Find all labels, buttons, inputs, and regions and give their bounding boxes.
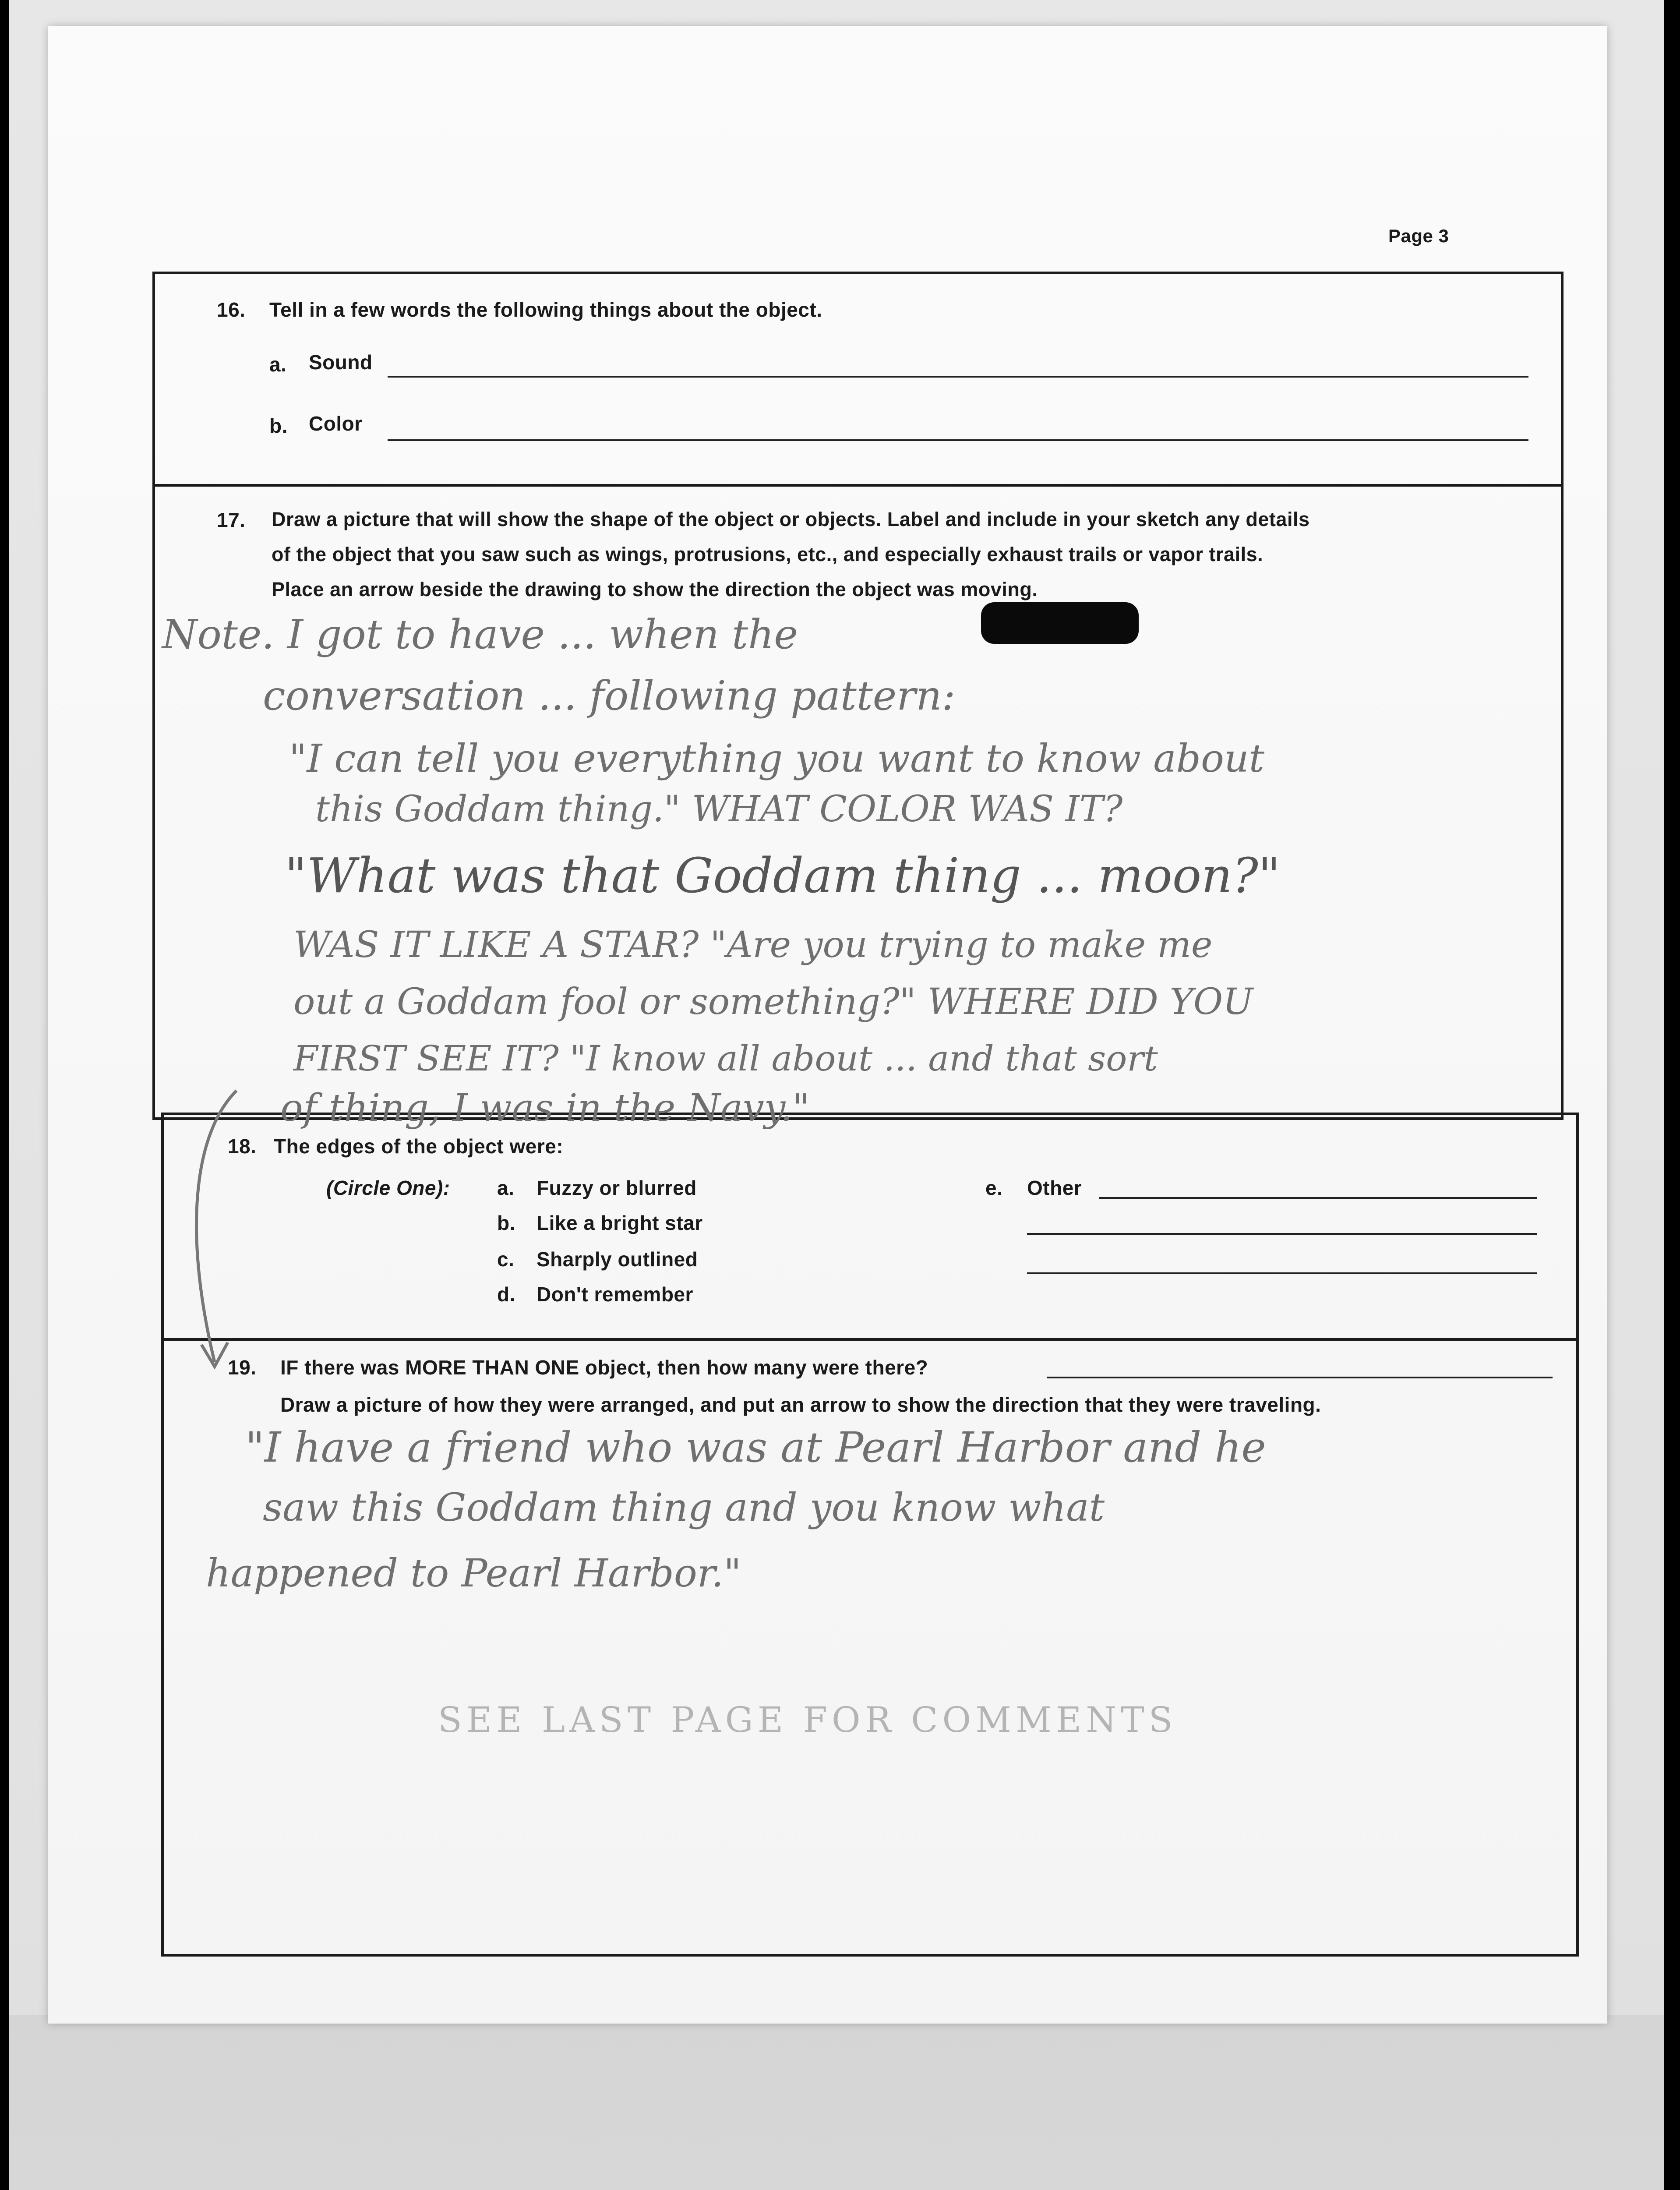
q19-handwriting-line-2: saw this Goddam thing and you know what xyxy=(263,1485,1105,1530)
color-answer-line[interactable] xyxy=(388,439,1528,441)
q19-line-1: IF there was MORE THAN ONE object, then how many were there? xyxy=(280,1356,928,1379)
other-answer-line-3[interactable] xyxy=(1027,1272,1537,1274)
q18-instruction: (Circle One): xyxy=(326,1176,450,1199)
q17-line-1: Draw a picture that will show the shape of the object or objects. Label and include in your sketch any details xyxy=(272,508,1310,530)
q17-line-3: Place an arrow beside the drawing to show the direction the object was moving. xyxy=(272,578,1038,600)
q17-handwriting-line-1: Note. I got to have ... when the xyxy=(162,611,798,658)
q17-number: 17. xyxy=(217,509,246,531)
q18-number: 18. xyxy=(228,1135,257,1158)
q17-handwriting-line-5: "What was that Goddam thing ... moon?" xyxy=(285,848,1281,904)
q18-option-d[interactable]: Don't remember xyxy=(536,1283,693,1306)
q18-option-e-letter: e. xyxy=(985,1176,1003,1199)
underlying-sheet xyxy=(9,2015,1664,2190)
q16-number: 16. xyxy=(217,298,246,321)
redaction-mark xyxy=(981,602,1139,644)
q19-handwriting-line-3: happened to Pearl Harbor." xyxy=(206,1551,741,1596)
form-frame-lower xyxy=(161,1113,1579,1957)
q19-faint-note: SEE LAST PAGE FOR COMMENTS xyxy=(438,1699,1177,1740)
q18-option-b[interactable]: Like a bright star xyxy=(536,1212,703,1234)
q19-number: 19. xyxy=(228,1356,257,1379)
hand-drawn-arrow-icon xyxy=(166,1082,263,1388)
q17-handwriting-line-2: conversation ... following pattern: xyxy=(263,672,956,719)
q18-option-c-letter: c. xyxy=(497,1248,515,1271)
q18-option-c[interactable]: Sharply outlined xyxy=(536,1248,698,1271)
q18-option-e[interactable]: Other xyxy=(1027,1176,1082,1199)
other-answer-line-2[interactable] xyxy=(1027,1233,1537,1235)
q17-handwriting-line-9: of thing, I was in the Navy." xyxy=(280,1086,810,1130)
q17-handwriting-line-4: this Goddam thing." WHAT COLOR WAS IT? xyxy=(315,788,1123,830)
q17-handwriting-line-8: FIRST SEE IT? "I know all about ... and that sort xyxy=(293,1038,1158,1079)
q18-option-d-letter: d. xyxy=(497,1283,515,1306)
page-label: Page 3 xyxy=(1388,226,1449,246)
q18-option-a[interactable]: Fuzzy or blurred xyxy=(536,1176,697,1199)
q17-handwriting-line-7: out a Goddam fool or something?" WHERE DID YOU xyxy=(293,981,1253,1023)
q16-prompt: Tell in a few words the following things about the object. xyxy=(269,298,822,321)
divider-16-17 xyxy=(152,484,1564,487)
q17-line-2: of the object that you saw such as wings, protrusions, etc., and especially exhaust trails or vapor trails. xyxy=(272,543,1264,565)
q17-handwriting-line-3: "I can tell you everything you want to know about xyxy=(289,736,1265,781)
q16-b-letter: b. xyxy=(269,414,288,437)
q16-b-label: Color xyxy=(309,412,363,435)
q16-a-label: Sound xyxy=(309,351,373,374)
q19-handwriting-line-1: "I have a friend who was at Pearl Harbor and he xyxy=(245,1424,1266,1472)
q18-prompt: The edges of the object were: xyxy=(274,1135,564,1158)
q18-option-a-letter: a. xyxy=(497,1176,515,1199)
q18-option-b-letter: b. xyxy=(497,1212,515,1234)
object-count-answer-line[interactable] xyxy=(1047,1377,1553,1378)
other-answer-line-1[interactable] xyxy=(1099,1197,1537,1199)
q19-line-2: Draw a picture of how they were arranged, and put an arrow to show the direction that they were traveling. xyxy=(280,1393,1321,1416)
q16-a-letter: a. xyxy=(269,353,287,376)
q17-handwriting-line-6: WAS IT LIKE A STAR? "Are you trying to make me xyxy=(293,924,1213,966)
sound-answer-line[interactable] xyxy=(388,376,1528,378)
divider-18-19 xyxy=(161,1338,1579,1341)
